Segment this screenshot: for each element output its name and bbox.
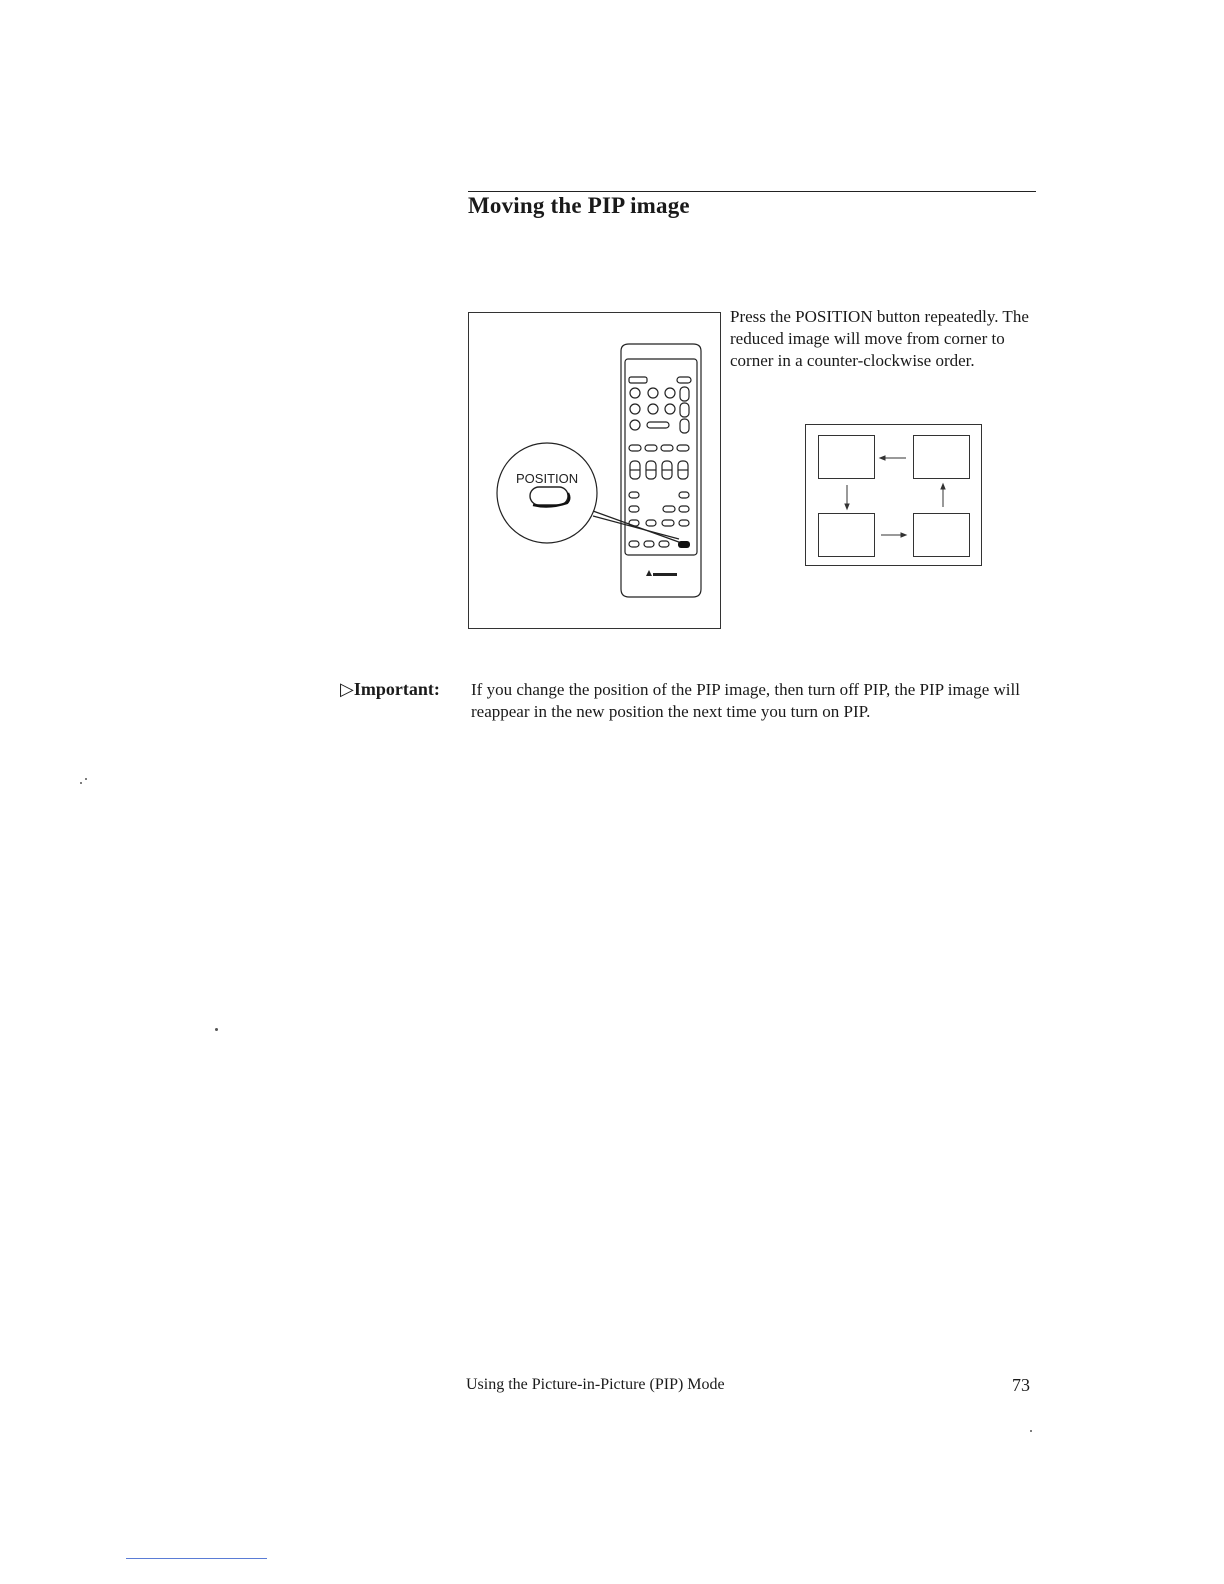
callout-label: POSITION — [516, 471, 579, 486]
scan-speck — [215, 1028, 218, 1031]
remote-control-icon — [469, 313, 722, 630]
arrow-down-head-icon — [845, 504, 849, 509]
bottom-edge-line — [126, 1558, 267, 1559]
page-number: 73 — [1012, 1375, 1030, 1395]
pip-position-diagram — [805, 424, 982, 566]
arrow-right-head-icon — [901, 533, 906, 537]
arrow-up-head-icon — [941, 484, 945, 489]
scan-speck — [1030, 1430, 1032, 1432]
scan-speck — [85, 778, 87, 780]
section-title: Moving the PIP image — [468, 193, 690, 218]
arrow-left-head-icon — [880, 456, 885, 460]
position-button-icon — [530, 487, 569, 507]
important-note-text: If you change the position of the PIP image, then turn off PIP, the PIP image will reappear in the new position the next time you turn on PIP. — [471, 680, 1020, 721]
important-label-text: Important: — [353, 679, 440, 699]
section-divider — [468, 191, 1036, 192]
remote-illustration — [468, 312, 721, 629]
footer-section-title: Using the Picture-in-Picture (PIP) Mode — [466, 1376, 725, 1393]
scan-speck — [80, 782, 82, 784]
important-label — [340, 679, 440, 700]
note-marker-icon: ▷ — [340, 679, 354, 699]
instruction-text: Press the POSITION button repeatedly. The reduced image will move from corner to corner in a counter-clockwise order. — [730, 307, 1029, 370]
